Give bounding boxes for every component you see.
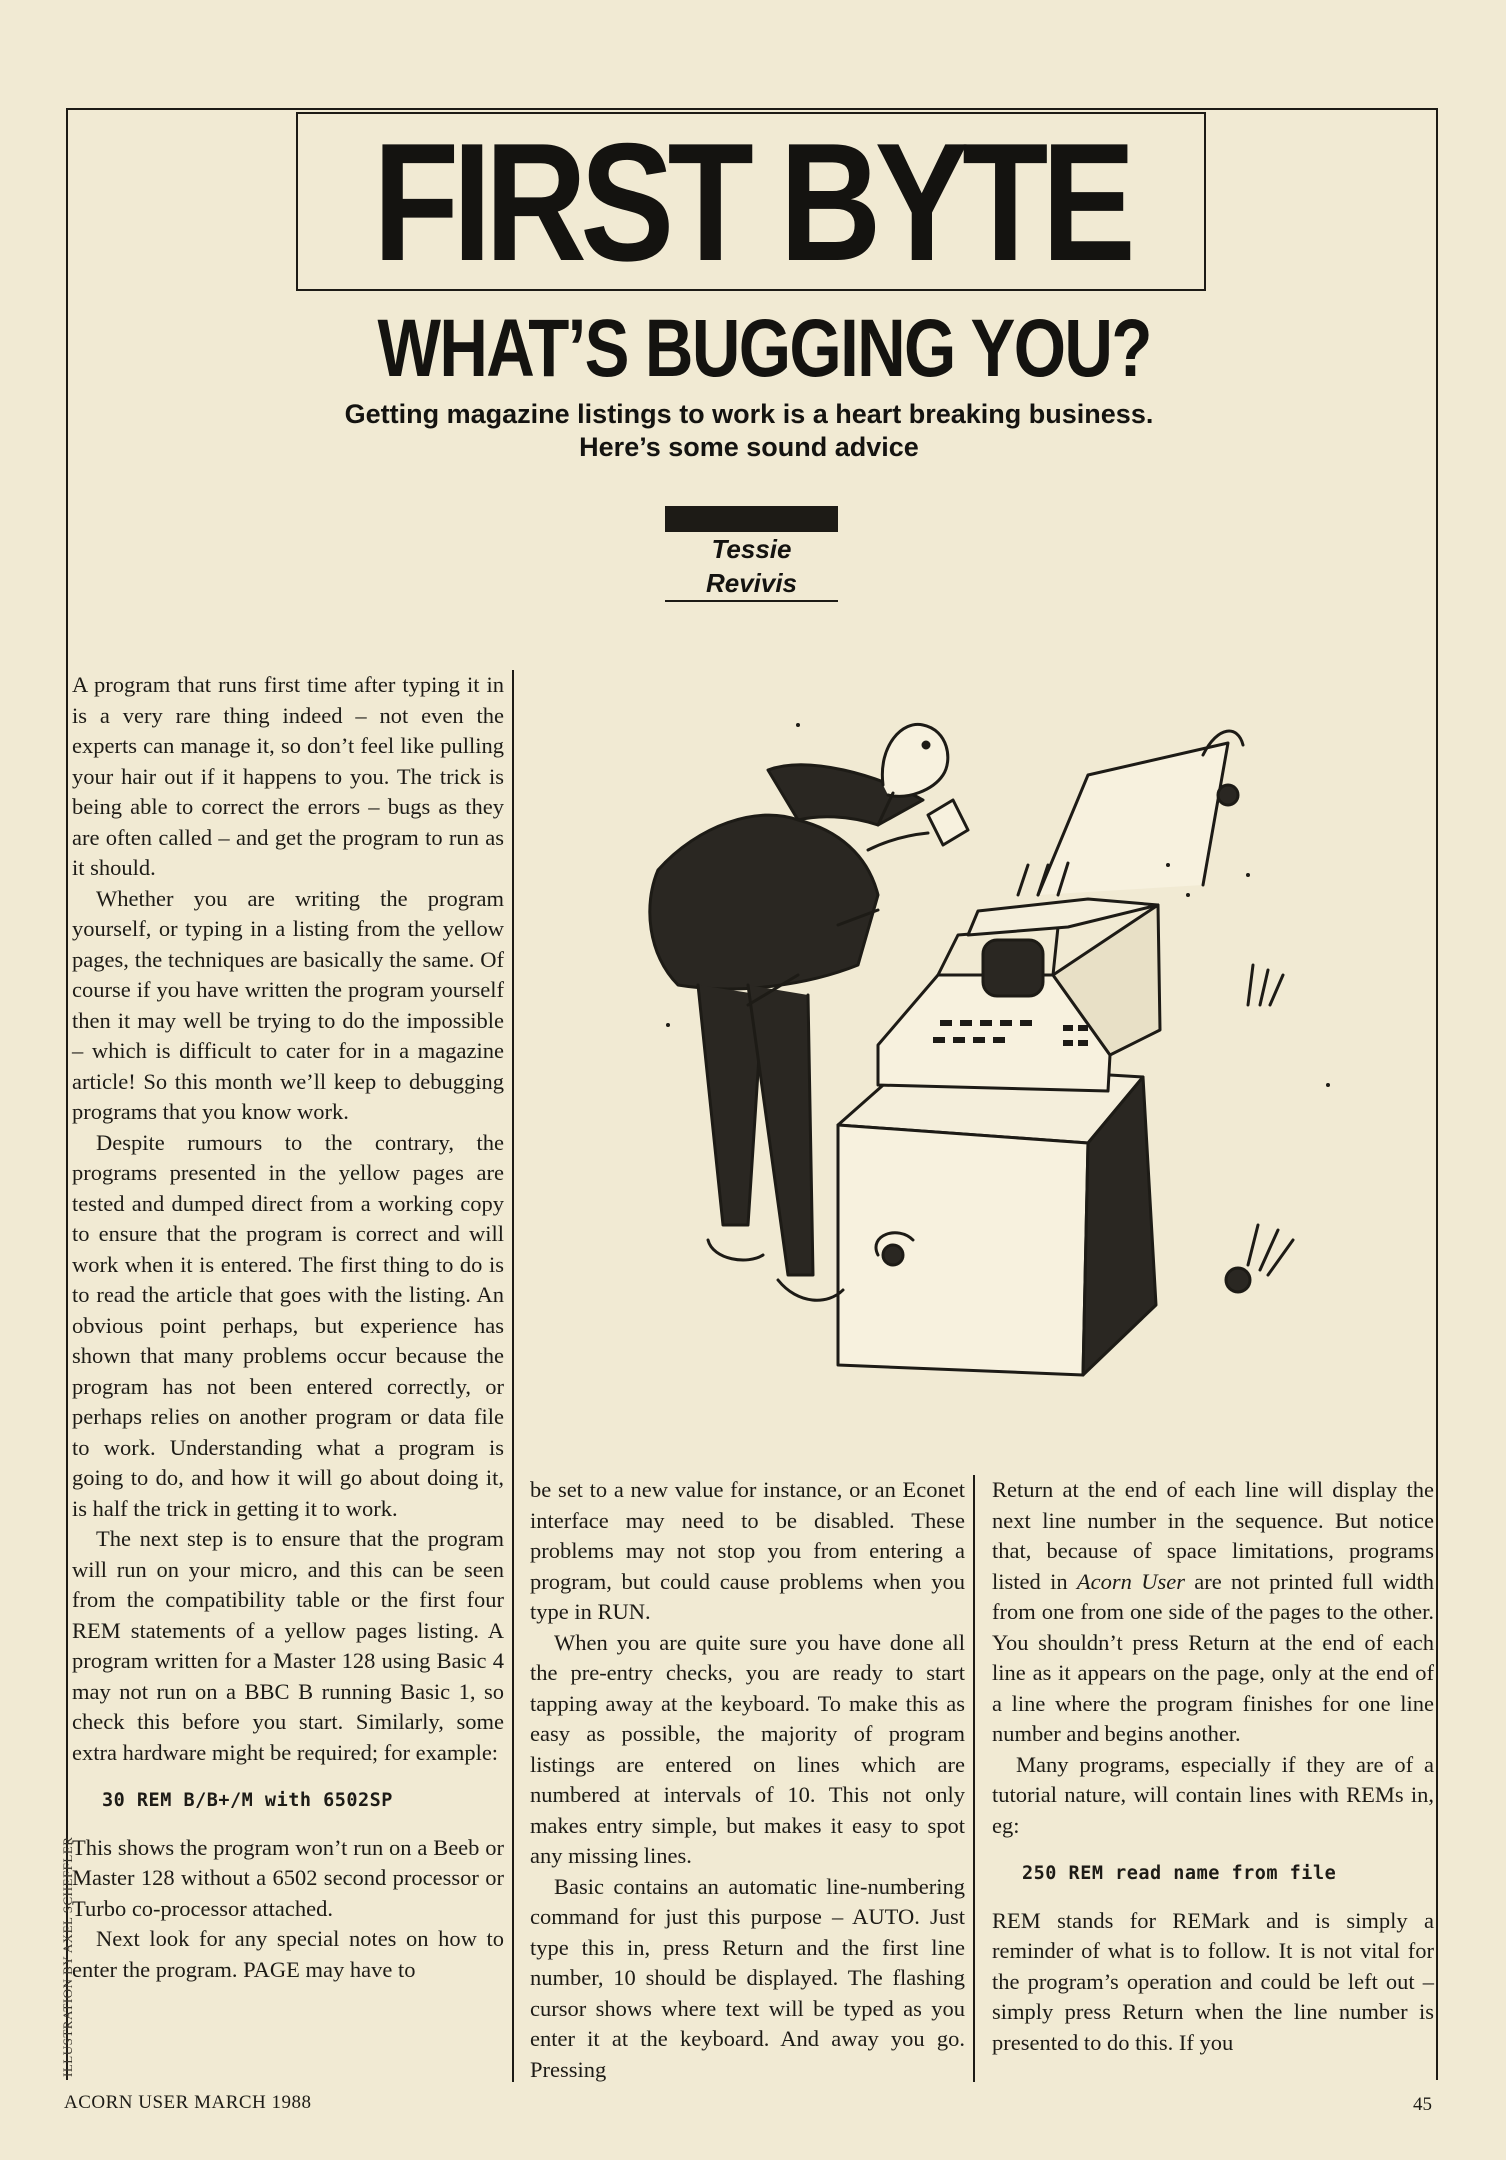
middle-column <box>530 1475 975 2082</box>
magazine-name: Acorn User <box>1076 1568 1185 1594</box>
article-headline: WHAT’S BUGGING YOU? <box>377 303 1151 394</box>
footer-magazine: ACORN USER MARCH 1988 <box>64 2092 312 2113</box>
code-example: 250 REM read name from file <box>1022 1863 1337 1884</box>
illustration-credit: ILLUSTRATION BY AXEL SCHEFFLER <box>60 1836 75 2077</box>
text-run: Return at the end of each line will display the next line number in the sequence. But notice that, because of space limitations, programs listed in <box>992 1477 1434 1594</box>
standfirst-line-2: Here’s some sound advice <box>579 432 919 462</box>
paragraph: This shows the program won’t run on a Beeb or Master 128 without a 6502 second processor or Turbo co-processor attached. <box>72 1834 504 1921</box>
paragraph: Next look for any special notes on how to enter the program. PAGE may have to <box>72 1926 504 1982</box>
paragraph: The next step is to ensure that the program will run on your micro, and this can be seen from the compatibility table or the first four REM statements of a yellow pages listing. A program written for a Master 128 using Basic 4 may not run on a BBC B running Basic 1, so check this before you start. Similarly, some extra hardware might be required; for example: <box>72 1526 504 1765</box>
text-run: are not printed full width from one from one side of the pages to the other. You shouldn’t press Return at the end of each line as it appears on the page, only at the end of a line where the program finishes for one line number and begins another. <box>992 1568 1434 1746</box>
right-column <box>992 1475 1434 2058</box>
title-box <box>296 107 1206 296</box>
paragraph: A program that runs first time after typing it in is a very rare thing indeed – not even the experts can manage it, so don’t feel like pulling your hair out if it happens to you. The trick is being able to correct the errors – bugs as they are often called – and get the program to run as it should. <box>72 672 504 880</box>
page-title: FIRST BYTE <box>372 107 1130 296</box>
illustration-man-debugging-computer <box>548 665 1428 1460</box>
paragraph: Many programs, especially if they are of a tutorial nature, will contain lines with REMs in, eg: <box>992 1751 1434 1838</box>
author-byline: Tessie Revivis <box>665 532 838 602</box>
paragraph <box>992 1475 1434 1750</box>
code-example: 30 REM B/B+/M with 6502SP <box>102 1790 393 1811</box>
standfirst-line-1: Getting magazine listings to work is a heart breaking business. <box>344 399 1154 429</box>
paragraph: REM stands for REMark and is simply a reminder of what is to follow. It is not vital for the program’s operation and could be left out – simply press Return when the line number is presented to do this. If you <box>992 1907 1434 2055</box>
left-column <box>72 670 514 2082</box>
paragraph: Basic contains an automatic line-numbering command for just this purpose – AUTO. Just type this in, press Return and the first line number, 10 should be displayed. The flashing cursor shows where text will be typed as you enter it at the keyboard. And away you go. Pressing <box>530 1873 965 2082</box>
paragraph: Despite rumours to the contrary, the programs presented in the yellow pages are tested and dumped direct from a working copy to ensure that the program is correct and will work when it is entered. The first thing to do is to read the article that goes with the listing. An obvious point perhaps, but experience has shown that many problems occur because the program has not been entered correctly, or perhaps relies on another program or data file to work. Understanding what a program is going to do, and how it will go about doing it, is half the trick in getting it to work. <box>72 1129 504 1521</box>
page-number: 45 <box>1413 2094 1432 2115</box>
paragraph: When you are quite sure you have done all the pre-entry checks, you are ready to start tapping away at the keyboard. To make this as easy as possible, the majority of program listings are entered on lines which are numbered at intervals of 10. This not only makes entry simple, but makes it easy to spot any missing lines. <box>530 1629 965 1868</box>
paragraph: Whether you are writing the program yourself, or typing in a listing from the yellow pages, the techniques are basically the same. Of course if you have written the program yourself then it may well be trying to do the impossible – which is difficult to cater for in a magazine article! So this month we’ll keep to debugging programs that you know work. <box>72 885 504 1124</box>
paragraph: be set to a new value for instance, or an Econet interface may need to be disabled. These problems may not stop you from entering a program, but could cause problems when you type in RUN. <box>530 1477 965 1624</box>
page-frame-left <box>66 108 68 2080</box>
author-bar <box>665 506 838 532</box>
page-frame-right <box>1436 108 1438 2080</box>
standfirst <box>296 398 1202 464</box>
